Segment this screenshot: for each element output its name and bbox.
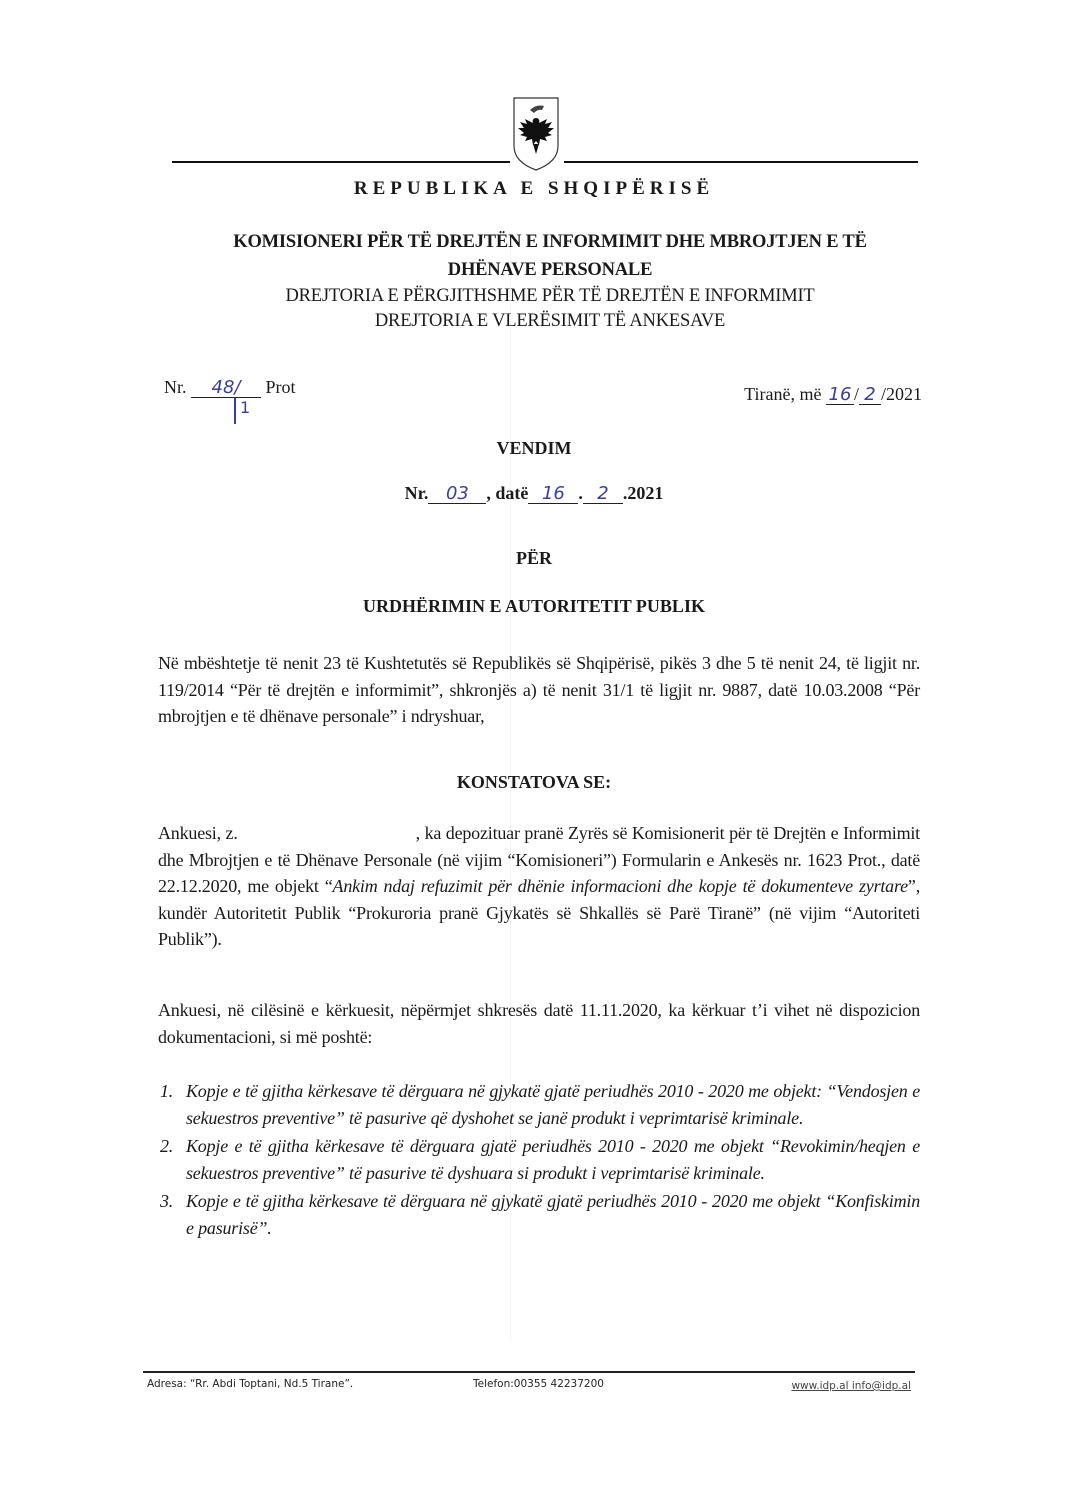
- header-rule-left: [172, 161, 510, 163]
- request-item: [158, 1133, 920, 1186]
- requests-list: [158, 1078, 920, 1243]
- protocol-number-handwritten: 48/: [191, 379, 261, 398]
- decision-nr-handwritten: 03: [428, 485, 486, 504]
- institution-title-line1: KOMISIONERI PËR TË DREJTËN E INFORMIMIT DHE MBROJTJEN E TË: [233, 232, 867, 252]
- place-date: [744, 384, 922, 405]
- request-item: [158, 1188, 920, 1241]
- request-number: 3.: [160, 1191, 174, 1211]
- place-date-prefix: Tiranë, më: [744, 384, 822, 404]
- complaint-body: , ka depozituar pranë Zyrës së Komisionerit për të Drejtën e Informimit dhe Mbrojtjen e të Dhënave Personale (në vijim “Komisioneri”) Formularin e Ankesës nr. 1623 Prot., datë 22.12.2020, me objekt “: [158, 823, 920, 896]
- decision-year: .2021: [622, 483, 664, 503]
- institution-title: [160, 228, 940, 284]
- decision-number: [0, 483, 1068, 504]
- decision-per: PËR: [516, 548, 552, 568]
- request-text: Kopje e të gjitha kërkesave të dërguara në gjykatë gjatë periudhës 2010 - 2020 me objekt: “Vendosjen e sekuestros preventive” të pasurive që dyshohet se janë produkt i veprimtarisë kriminale.: [186, 1081, 920, 1128]
- request-text: Kopje e të gjitha kërkesave të dërguara gjatë periudhës 2010 - 2020 me objekt “Revokimin/heqjen e sekuestros preventive” të pasurive të dyshuara si produkt i veprimtarisë kriminale.: [186, 1136, 920, 1183]
- decision-subject: URDHËRIMIN E AUTORITETIT PUBLIK: [363, 596, 705, 616]
- request-item: [158, 1078, 920, 1131]
- place-date-month: 2: [859, 386, 881, 405]
- directorate: DREJTORIA E VLERËSIMIT TË ANKESAVE: [374, 311, 726, 331]
- directorate-general: DREJTORIA E PËRGJITHSHME PËR TË DREJTËN E INFORMIMIT: [285, 286, 815, 306]
- protocol-number: [164, 377, 296, 398]
- date-separator: /: [880, 384, 886, 404]
- protocol-sub-number: 1: [234, 398, 250, 424]
- footer-rule: [143, 1371, 915, 1373]
- date-separator: /: [853, 384, 859, 404]
- footer-phone: Telefon:00355 42237200: [473, 1378, 604, 1390]
- institution-title-line2: DHËNAVE PERSONALE: [447, 260, 653, 280]
- request-number: 2.: [160, 1136, 174, 1156]
- complaint-end: ”, kundër Autoritetit Publik “Prokuroria pranë Gjykatës së Shkallës së Parë Tiranë” (në vijim “Autoriteti Publik”).: [158, 876, 920, 949]
- header-rule-right: [564, 161, 918, 163]
- directorate-block: [160, 284, 940, 334]
- decision-day-handwritten: 16: [528, 485, 578, 504]
- decision-nr-label: Nr.: [404, 483, 429, 503]
- complaint-paragraph: [158, 820, 920, 953]
- country-title: REPUBLIKA E SHQIPËRISË: [353, 178, 715, 199]
- decision-month-handwritten: 2: [583, 485, 623, 504]
- complaint-start: Ankuesi, z.: [158, 823, 238, 843]
- protocol-suffix: Prot: [265, 377, 296, 397]
- protocol-prefix: Nr.: [164, 377, 187, 397]
- albanian-coat-of-arms-icon: [512, 96, 560, 172]
- footer-address: Adresa: “Rr. Abdi Toptani, Nd.5 Tirane”.: [147, 1378, 354, 1390]
- request-number: 1.: [160, 1081, 174, 1101]
- date-separator: .: [578, 483, 583, 503]
- complaint-object: Ankim ndaj refuzimit për dhënie informacioni dhe kopje të dokumenteve zyrtare: [332, 876, 908, 896]
- legal-basis-paragraph: Në mbështetje të nenit 23 të Kushtetutës së Republikës së Shqipërisë, pikës 3 dhe 5 të nenit 24, të ligjit nr. 119/2014 “Për të drejtën e informimit”, shkronjës a) të nenit 31/1 të ligjit nr. 9887, datë 10.03.2008 “Për mbrojtjen e të dhënave personale” i ndryshuar,: [158, 653, 920, 726]
- decision-title: VENDIM: [496, 438, 572, 458]
- request-text: Kopje e të gjitha kërkesave të dërguara në gjykatë gjatë periudhës 2010 - 2020 me objekt “Konfiskimin e pasurisë”.: [186, 1191, 920, 1238]
- place-date-year: 2021: [886, 384, 922, 404]
- decision-date-label: , datë: [486, 483, 529, 503]
- footer-web-link[interactable]: www.idp.al info@idp.al: [791, 1380, 911, 1392]
- place-date-day: 16: [826, 386, 854, 405]
- findings-heading: KONSTATOVA SE:: [456, 772, 612, 792]
- request-intro-paragraph: Ankuesi, në cilësinë e kërkuesit, nëpërmjet shkresës datë 11.11.2020, ka kërkuar t’i vihet në dispozicion dokumentacioni, si më poshtë:: [158, 1000, 920, 1047]
